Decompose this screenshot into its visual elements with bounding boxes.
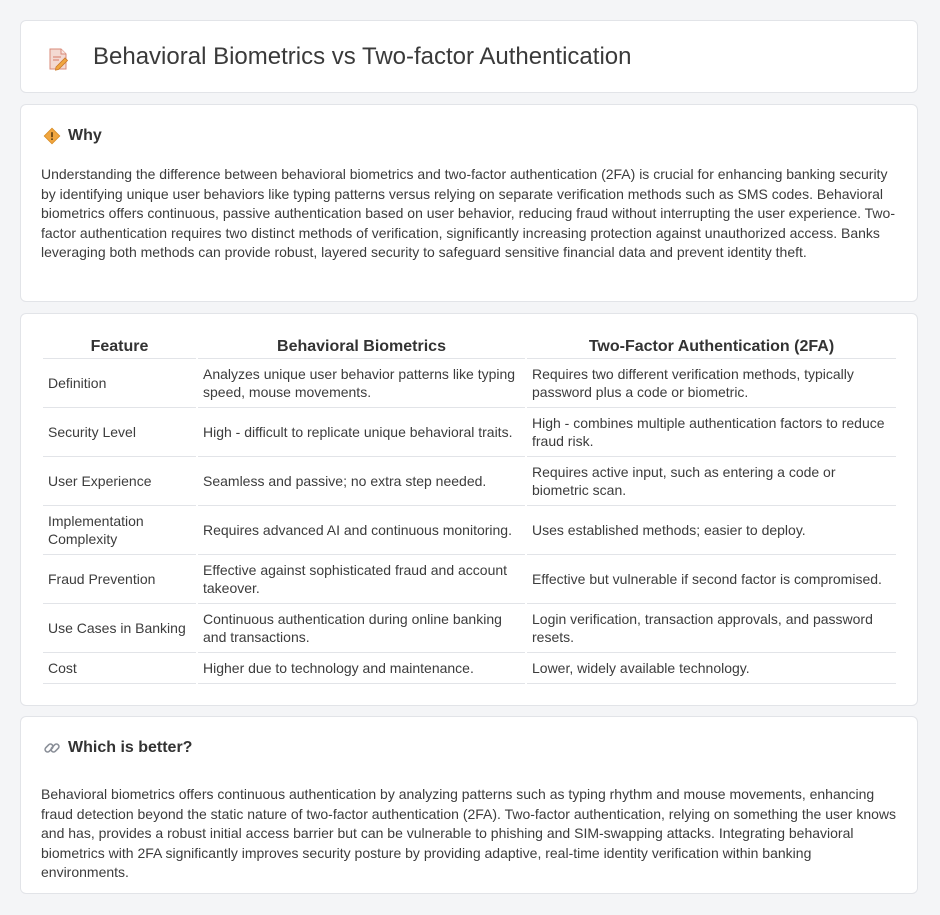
table-row xyxy=(43,555,896,604)
comparison-section xyxy=(20,313,918,706)
feature-cell: Security Level xyxy=(43,408,196,457)
diamond-warning-icon xyxy=(43,127,61,145)
better-heading: Which is better? xyxy=(68,739,193,756)
biometrics-cell: Analyzes unique user behavior patterns like typing speed, mouse movements. xyxy=(198,359,525,408)
table-row xyxy=(43,653,896,684)
twofa-cell: Lower, widely available technology. xyxy=(527,653,896,684)
table-row xyxy=(43,457,896,506)
page-title: Behavioral Biometrics vs Two-factor Authentication xyxy=(93,43,632,70)
column-header-2fa: Two-Factor Authentication (2FA) xyxy=(527,336,896,359)
feature-cell: Fraud Prevention xyxy=(43,555,196,604)
twofa-cell: Login verification, transaction approvals, and password resets. xyxy=(527,604,896,653)
table-row xyxy=(43,408,896,457)
why-section xyxy=(20,104,918,302)
table-header-row xyxy=(43,336,896,359)
document-edit-icon xyxy=(47,47,69,71)
biometrics-cell: Higher due to technology and maintenance. xyxy=(198,653,525,684)
why-heading: Why xyxy=(68,127,102,144)
which-is-better-section xyxy=(20,716,918,894)
better-text: Behavioral biometrics offers continuous authentication by analyzing patterns such as typing rhythm and mouse movements, enhancing fraud detection beyond the static nature of two-factor authentication (2FA). Two-factor authentication, relying on something the user knows and has, provides a robust initial access barrier but can be vulnerable to phishing and SIM-swapping attacks. Integrating behavioral biometrics with 2FA significantly improves security posture by providing adaptive, real-time identity verification within banking environments. xyxy=(41,786,897,880)
feature-cell: Use Cases in Banking xyxy=(43,604,196,653)
table-row xyxy=(43,359,896,408)
twofa-cell: Uses established methods; easier to deploy. xyxy=(527,506,896,555)
column-header-behavioral-biometrics: Behavioral Biometrics xyxy=(198,336,525,359)
biometrics-cell: Effective against sophisticated fraud and account takeover. xyxy=(198,555,525,604)
table-row xyxy=(43,604,896,653)
feature-cell: Implementation Complexity xyxy=(43,506,196,555)
feature-cell: Definition xyxy=(43,359,196,408)
twofa-cell: Requires two different verification methods, typically password plus a code or biometric. xyxy=(527,359,896,408)
why-text: Understanding the difference between behavioral biometrics and two-factor authentication (2FA) is crucial for enhancing banking security by identifying unique user behaviors like typing patterns versus relying on separate verification methods such as SMS codes. Behavioral biometrics offers continuous, passive authentication based on user behavior, reducing fraud without interrupting the user experience. Two-factor authentication requires two distinct methods of verification, significantly increasing protection against unauthorized access. Banks leveraging both methods can provide robust, layered security to safeguard sensitive financial data and prevent identity theft. xyxy=(41,166,895,260)
twofa-cell: High - combines multiple authentication factors to reduce fraud risk. xyxy=(527,408,896,457)
table-row xyxy=(43,506,896,555)
twofa-cell: Effective but vulnerable if second factor is compromised. xyxy=(527,555,896,604)
biometrics-cell: Requires advanced AI and continuous monitoring. xyxy=(198,506,525,555)
column-header-feature: Feature xyxy=(43,336,196,359)
biometrics-cell: Seamless and passive; no extra step needed. xyxy=(198,457,525,506)
feature-cell: User Experience xyxy=(43,457,196,506)
biometrics-cell: High - difficult to replicate unique behavioral traits. xyxy=(198,408,525,457)
better-heading-row xyxy=(43,737,192,759)
twofa-cell: Requires active input, such as entering a code or biometric scan. xyxy=(527,457,896,506)
comparison-table xyxy=(41,336,898,684)
feature-cell: Cost xyxy=(43,653,196,684)
why-heading-row xyxy=(43,125,102,147)
biometrics-cell: Continuous authentication during online banking and transactions. xyxy=(198,604,525,653)
title-card xyxy=(20,20,918,93)
link-icon xyxy=(43,739,61,757)
